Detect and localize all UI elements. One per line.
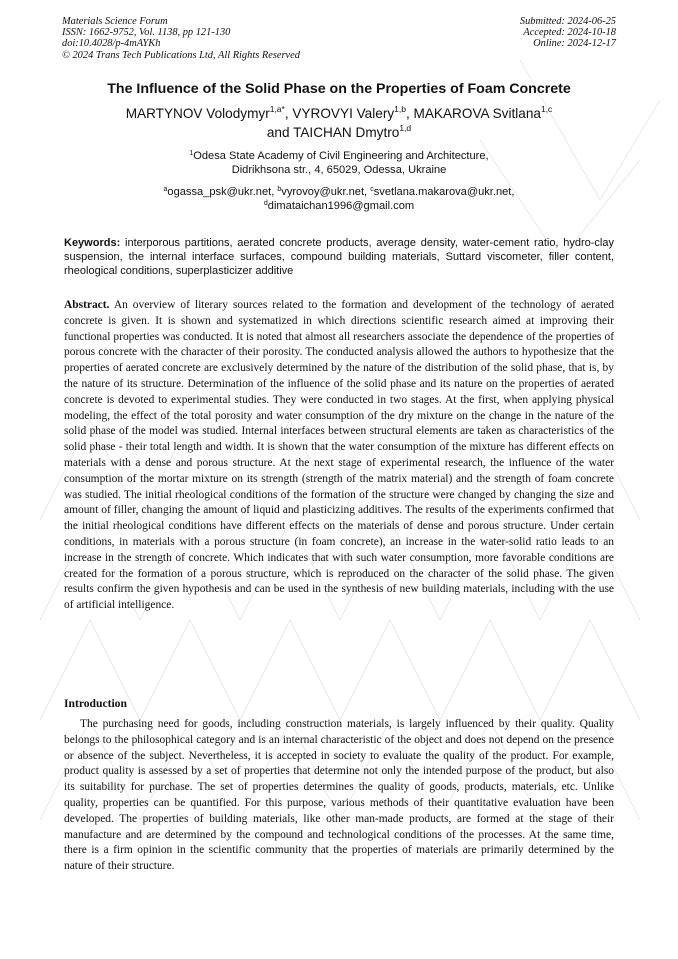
keywords-text: interporous partitions, aerated concrete products, average density, water-cement ratio, hydro-clay suspension, the internal interface surfaces, compound building materials, Suttard viscometer, filler content, rheological conditions, superplasticizer additive [64,237,614,277]
email-address[interactable]: svetlana.makarova@ukr.net, [373,186,515,198]
author-line-1 [40,104,638,123]
abstract-label: Abstract. [64,299,110,311]
journal-info [62,16,300,61]
author-superscript: 1,a* [269,104,285,114]
introduction-heading: Introduction [64,697,127,710]
keywords-label: Keywords: [64,237,121,249]
author-list [40,104,638,142]
online-date: Online: 2024-12-17 [533,38,616,50]
email-superscript: d [263,200,268,207]
email-superscript: b [277,186,282,193]
email-address[interactable]: ogassa_psk@ukr.net, [167,186,278,198]
abstract-text: An overview of literary sources related to the formation and development of the technology of aerated concrete is given. It is shown and systematized in which directions scientific research aimed at improving their functional properties was conducted. It is noted that almost all researchers associate the dependence of the properties of porous concrete with the character of their porosity. The conducted analysis allowed the authors to hypothesize that the properties of aerated concrete are exclusively determined by the nature of the distribution of the solid phase, that is, by the nature of its structure. Determination of the influence of the solid phase and its nature on the properties of aerated concrete is devoted to experimental studies. They were conducted in two stages. At the first, when applying physical modeling, the effect of the total porosity and water consumption of the dry mixture on the change in the nature of the solid phase of the model was studied. Internal interfaces between structural elements are taken as characteristics of the solid phase - their total length and width. It is shown that the water consumption of the mixture has different effects on materials with a dense and porous structure. At the next stage of experimental research, the influence of the water consumption of the mortar mixture on its strength (strength of the matrix material) and the strength of foam concrete was studied. The initial rheological conditions of the formation of the structure were changed by changing the size and amount of filler, changing the amount of liquid and plasticizing additives. The results of the experiments confirmed that the initial rheological conditions have different effects on the materials of dense and porous structure. Under certain conditions, in materials with a porous structure (in foam concrete), an increase in the water-solid ratio leads to an increase in the strength of concrete. Which indicates that with such water consumption, more favorable conditions are created for the formation of a porous structure, which is reproduced on the character of the solid phase. The given results confirm the given hypothesis and can be used in the synthesis of new building materials, including with the use of artificial intelligence. [64,299,614,612]
abstract-section [64,298,614,614]
submitted-date: Submitted: 2024-06-25 [519,16,616,27]
journal-doi: doi:10.4028/p-4mAYKh [62,38,161,50]
author-name: VYROVYI Valery [292,106,395,121]
introduction-paragraph: The purchasing need for goods, including construction materials, is largely influenced by their quality. Quality belongs to the philosophical category and is an internal characteristic of the object and does not depend on the presence or absence of the subject. Nevertheless, it is accepted in society to evaluate the quality of the product. For example, product quality is assessed by a set of properties that determine not only the intended purpose of the product, but also its suitability for purchase. The set of properties determines the quality of goods, products, materials, etc. Unlike quality, properties can be quantified. For this purpose, various methods of their quantitative evaluation have been developed. The properties of building materials, like other man-made products, are formed at the stage of their manufacture and are determined by the compound and technological conditions of the processes. At the same time, there is a firm opinion in the scientific community that the properties of materials are primarily determined by the nature of their structure. [64,718,614,873]
author-name: MAKAROVA Svitlana [413,106,541,121]
copyright: © 2024 Trans Tech Publications Ltd, All Rights Reserved [62,49,300,61]
journal-name: Materials Science Forum [62,16,168,27]
email-superscript: c [370,186,374,193]
affiliation-line-2: Didrikhsona str., 4, 65029, Odessa, Ukraine [231,164,447,176]
email-line-1 [60,185,618,199]
email-address[interactable]: dimataichan1996@gmail.com [267,200,415,212]
affiliation-superscript: 1 [189,150,194,157]
author-name: MARTYNOV Volodymyr [125,106,270,121]
affiliation [60,149,618,177]
author-line-2 [40,123,638,142]
author-separator: , [284,106,293,121]
author-superscript: 1,c [540,104,553,114]
email-address[interactable]: vyrovoy@ukr.net, [281,186,371,198]
affiliation-line-1 [60,149,618,163]
journal-issn: ISSN: 1662-9752, Vol. 1138, pp 121-130 [62,27,231,39]
keywords-section [64,236,614,278]
author-separator: , [405,106,414,121]
paper-title: The Influence of the Solid Phase on the Properties of Foam Concrete [107,81,571,97]
author-superscript: 1,d [399,123,412,133]
submission-dates [520,16,616,50]
affiliation-institution: Odesa State Academy of Civil Engineering and Architecture, [193,150,489,162]
accepted-date: Accepted: 2024-10-18 [523,27,616,39]
email-superscript: a [163,186,168,193]
email-line-2 [60,199,618,213]
author-superscript: 1,b [394,104,406,114]
email-list [60,185,618,213]
author-name: and TAICHAN Dmytro [266,125,400,140]
